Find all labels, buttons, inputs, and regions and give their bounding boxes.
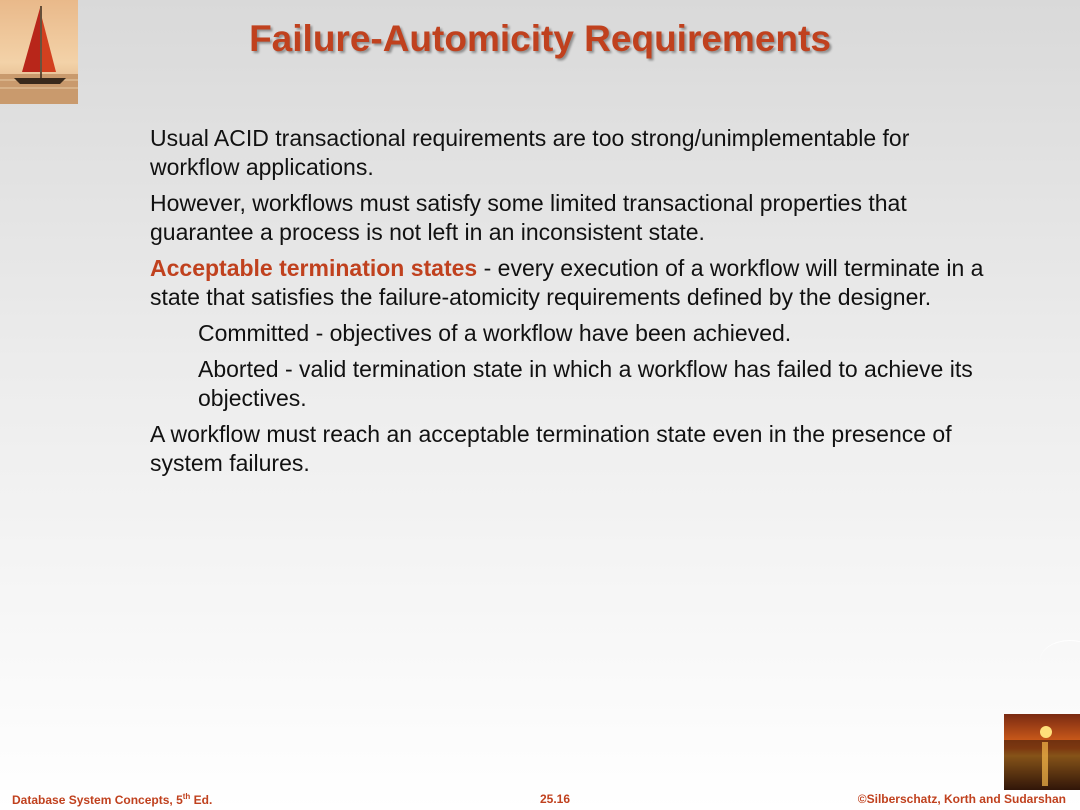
acceptable-states-term: Acceptable termination states: [150, 255, 478, 281]
paragraph-acid: Usual ACID transactional requirements are too strong/unimplementable for workflow applications.: [150, 125, 910, 180]
paragraph-acceptable-states: [150, 254, 990, 312]
sunset-image: [1004, 714, 1080, 790]
slide-footer: [0, 788, 1080, 810]
acceptable-states-definition: - every execution of a workflow will terminate in a state that satisfies the failure-atomicity requirements defined by the designer.: [150, 255, 984, 310]
slide-body: [150, 124, 990, 485]
sub-item-committed: Committed - objectives of a workflow have been achieved.: [198, 320, 792, 346]
sub-item-aborted: Aborted - valid termination state in which a workflow has failed to achieve its objectives.: [198, 356, 973, 411]
footer-slide-number: 25.16: [540, 792, 571, 806]
paragraph-closing: A workflow must reach an acceptable termination state even in the presence of system failures.: [150, 421, 952, 476]
footer-copyright: ©Silberschatz, Korth and Sudarshan: [857, 792, 1066, 806]
slide-title: Failure-Automicity Requirements: [249, 18, 831, 59]
decorative-arc: [1040, 640, 1080, 681]
footer-book-title: Database System Concepts, 5th Ed.: [12, 792, 213, 807]
paragraph-limited-properties: However, workflows must satisfy some limited transactional properties that guarantee a process is not left in an inconsistent state.: [150, 190, 907, 245]
